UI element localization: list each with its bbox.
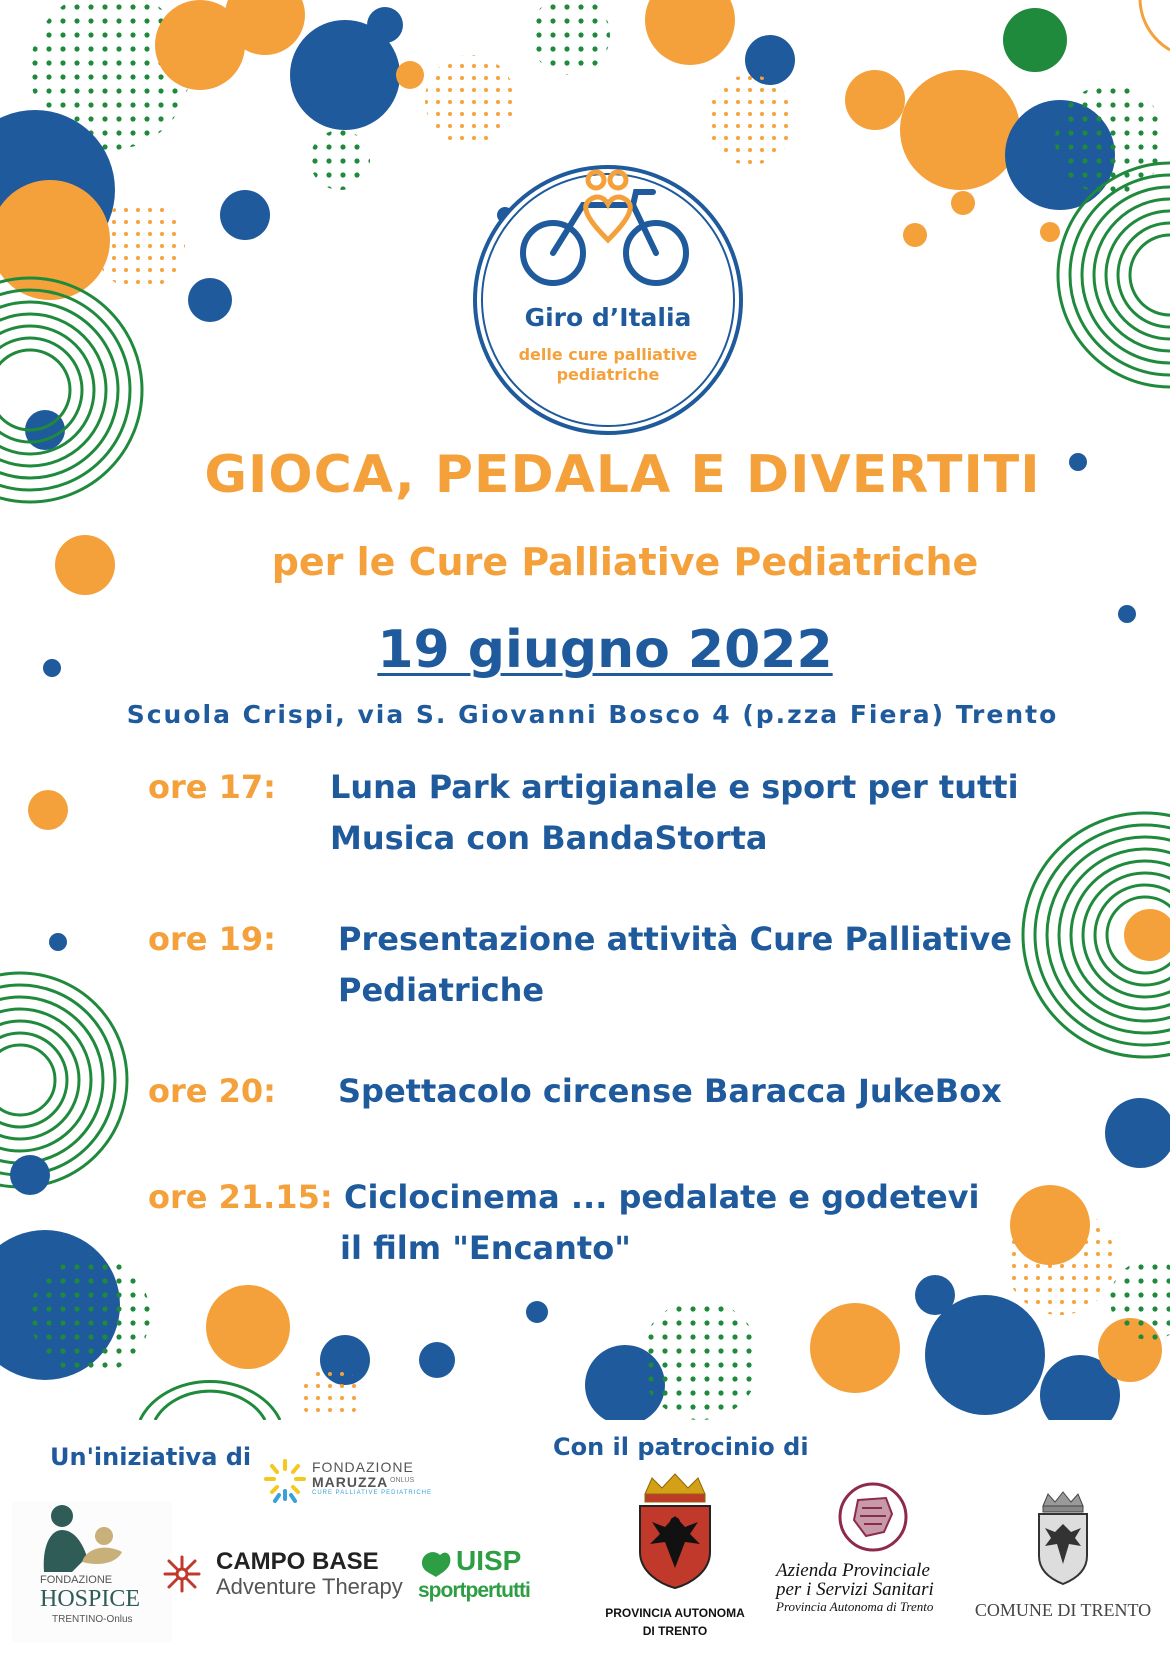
campobase-line2: Adventure Therapy — [216, 1574, 403, 1599]
schedule-activity-line2: il film "Encanto" — [340, 1229, 631, 1267]
page-subtitle: per le Cure Palliative Pediatriche — [271, 540, 979, 584]
campobase-logo — [160, 1548, 410, 1598]
uisp-line1: UISP — [456, 1545, 522, 1576]
schedule-time: ore 19: — [148, 920, 276, 958]
hospice-line3: TRENTINO-Onlus — [52, 1614, 133, 1625]
patronage-label: Con il patrocinio di — [553, 1433, 809, 1461]
schedule-activity-line2: Musica con BandaStorta — [330, 819, 768, 857]
schedule-activity-line2: Pediatriche — [338, 971, 545, 1009]
comune-logo — [968, 1490, 1158, 1620]
provincia-logo — [585, 1472, 765, 1652]
page-title: GIOCA, PEDALA E DIVERTITI — [204, 445, 1041, 505]
hospice-logo — [12, 1502, 172, 1642]
apss-emblem-icon — [836, 1480, 910, 1554]
giro-logo — [468, 160, 748, 440]
apss-line3: Provincia Autonoma di Trento — [776, 1599, 934, 1614]
event-address: Scuola Crispi, via S. Giovanni Bosco 4 (p.zza Fiera) Trento — [126, 700, 1059, 729]
comune-name: COMUNE DI TRENTO — [974, 1600, 1152, 1620]
schedule-time: ore 17: — [148, 768, 276, 806]
apss-line1: Azienda Provinciale — [776, 1560, 930, 1581]
logo-name: Giro d’Italia — [524, 303, 692, 332]
maruzza-line3: CURE PALLIATIVE PEDIATRICHE — [312, 1490, 433, 1496]
initiative-label: Un'iniziativa di — [50, 1443, 252, 1471]
hospice-line1: FONDAZIONE — [40, 1574, 113, 1586]
hospice-figure-icon — [32, 1502, 142, 1572]
schedule-time: ore 21.15: — [148, 1178, 333, 1216]
schedule-activity-line1: Luna Park artigianale e sport per tutti — [330, 768, 1019, 806]
logo-tagline-1: delle cure palliative — [518, 345, 698, 364]
maruzza-logo — [262, 1455, 462, 1505]
schedule-activity-line1: Spettacolo circense Baracca JukeBox — [338, 1072, 1002, 1110]
apss-line2: per i Servizi Sanitari — [776, 1579, 934, 1600]
uisp-emblem-icon — [418, 1547, 454, 1579]
giro-logo-badge-icon — [468, 160, 748, 440]
schedule-activity-line1: Presentazione attività Cure Palliative — [338, 920, 1012, 958]
event-date: 19 giugno 2022 — [377, 620, 833, 680]
uisp-line2: sportpertutti — [418, 1579, 530, 1602]
campobase-emblem-icon — [160, 1552, 204, 1596]
provincia-line2: DI TRENTO — [642, 1624, 708, 1638]
sunburst-icon — [262, 1457, 308, 1503]
comune-coat-of-arms-icon — [1033, 1490, 1093, 1586]
apss-logo — [772, 1480, 982, 1614]
schedule-activity-line1: Ciclocinema ... pedalate e godetevi — [344, 1178, 980, 1216]
uisp-logo — [418, 1545, 548, 1605]
campobase-line1: CAMPO BASE — [216, 1548, 379, 1575]
maruzza-line1: FONDAZIONE — [312, 1459, 414, 1475]
provincia-coat-of-arms-icon — [630, 1472, 720, 1592]
maruzza-line2: MARUZZA — [312, 1474, 389, 1490]
schedule-time: ore 20: — [148, 1072, 276, 1110]
maruzza-onlus: ONLUS — [390, 1477, 415, 1484]
provincia-line1: PROVINCIA AUTONOMA — [605, 1606, 745, 1620]
hospice-line2: HOSPICE — [40, 1586, 141, 1612]
logo-tagline-2: pediatriche — [556, 365, 660, 384]
